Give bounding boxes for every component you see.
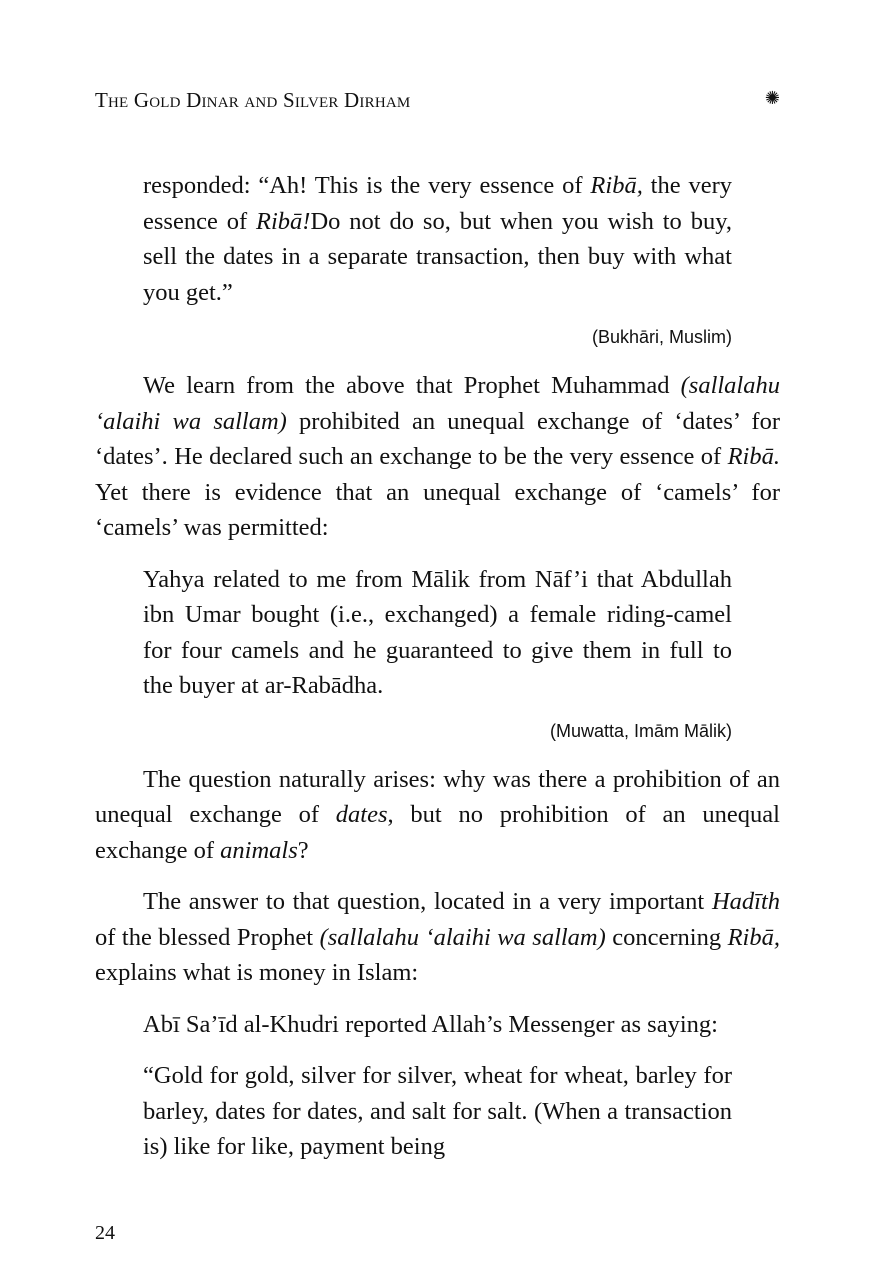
italic-term: Ribā. [727, 443, 780, 470]
citation-1: (Bukhāri, Muslim) [591, 327, 732, 347]
text-run: We learn from the above that Prophet Muhammad [143, 372, 681, 399]
running-header [95, 88, 780, 118]
block-quote-3: “Gold for gold, silver for silver, wheat for wheat, barley for barley, dates for dates, and salt for salt. (When a transaction is) like for like, payment being [143, 1062, 732, 1160]
italic-term: dates [335, 801, 388, 828]
citation-2: (Muwatta, Imām Mālik) [549, 720, 732, 741]
italic-term: Ribā, [727, 923, 780, 951]
italic-term: Ribā! [256, 207, 311, 235]
block-quote-1 [143, 168, 732, 310]
italic-term: (sallalahu ‘alaihi wa sallam) [95, 372, 780, 435]
paragraph-2 [95, 762, 780, 869]
paragraph-3 [95, 884, 780, 991]
italic-term: Ribā, [590, 172, 643, 199]
italic-term: (sallalahu ‘alaihi wa sallam) [319, 923, 606, 951]
page-body [95, 168, 780, 1165]
paragraph-1 [95, 368, 780, 546]
text-run: Do not do so, but when you wish to buy, sell the dates in a separate transaction, then buy with what you get.” [143, 207, 732, 306]
flower-ornament-icon: ✺ [764, 88, 780, 109]
italic-term: animals [220, 836, 298, 864]
text-run: of the blessed Prophet [95, 923, 320, 951]
text-run: explains what is money in Islam: [95, 959, 419, 986]
text-run: The answer to that question, located in a very important [143, 888, 712, 915]
text-run: The question naturally arises: why was there a prohibition of an unequal exchange of [95, 765, 780, 828]
text-run: prohibited an unequal exchange of ‘dates’ for ‘dates’. He declared such an exchange to be the very essence of [95, 407, 780, 470]
text-run: ? [297, 836, 309, 864]
hadith-intro: Abī Sa’īd al-Khudri reported Allah’s Messenger as saying: [143, 1010, 718, 1038]
text-run: responded: “Ah! This is the very essence of [143, 172, 591, 199]
running-title: The Gold Dinar and Silver Dirham [95, 88, 411, 112]
text-run: Yet there is evidence that an unequal exchange of ‘camels’ for ‘camels’ was permitted: [95, 478, 780, 541]
text-run: , but no prohibition of an unequal exchange of [95, 801, 780, 864]
text-run: the very essence of [143, 172, 732, 235]
page-number: 24 [95, 1222, 115, 1244]
block-quote-2: Yahya related to me from Mālik from Nāf’i that Abdullah ibn Umar bought (i.e., exchanged) a female riding-camel for four camels and he guaranteed to give them in full to the buyer at ar-Rabādha. [143, 565, 732, 699]
text-run: concerning [605, 923, 728, 951]
italic-term: Hadīth [711, 888, 780, 915]
